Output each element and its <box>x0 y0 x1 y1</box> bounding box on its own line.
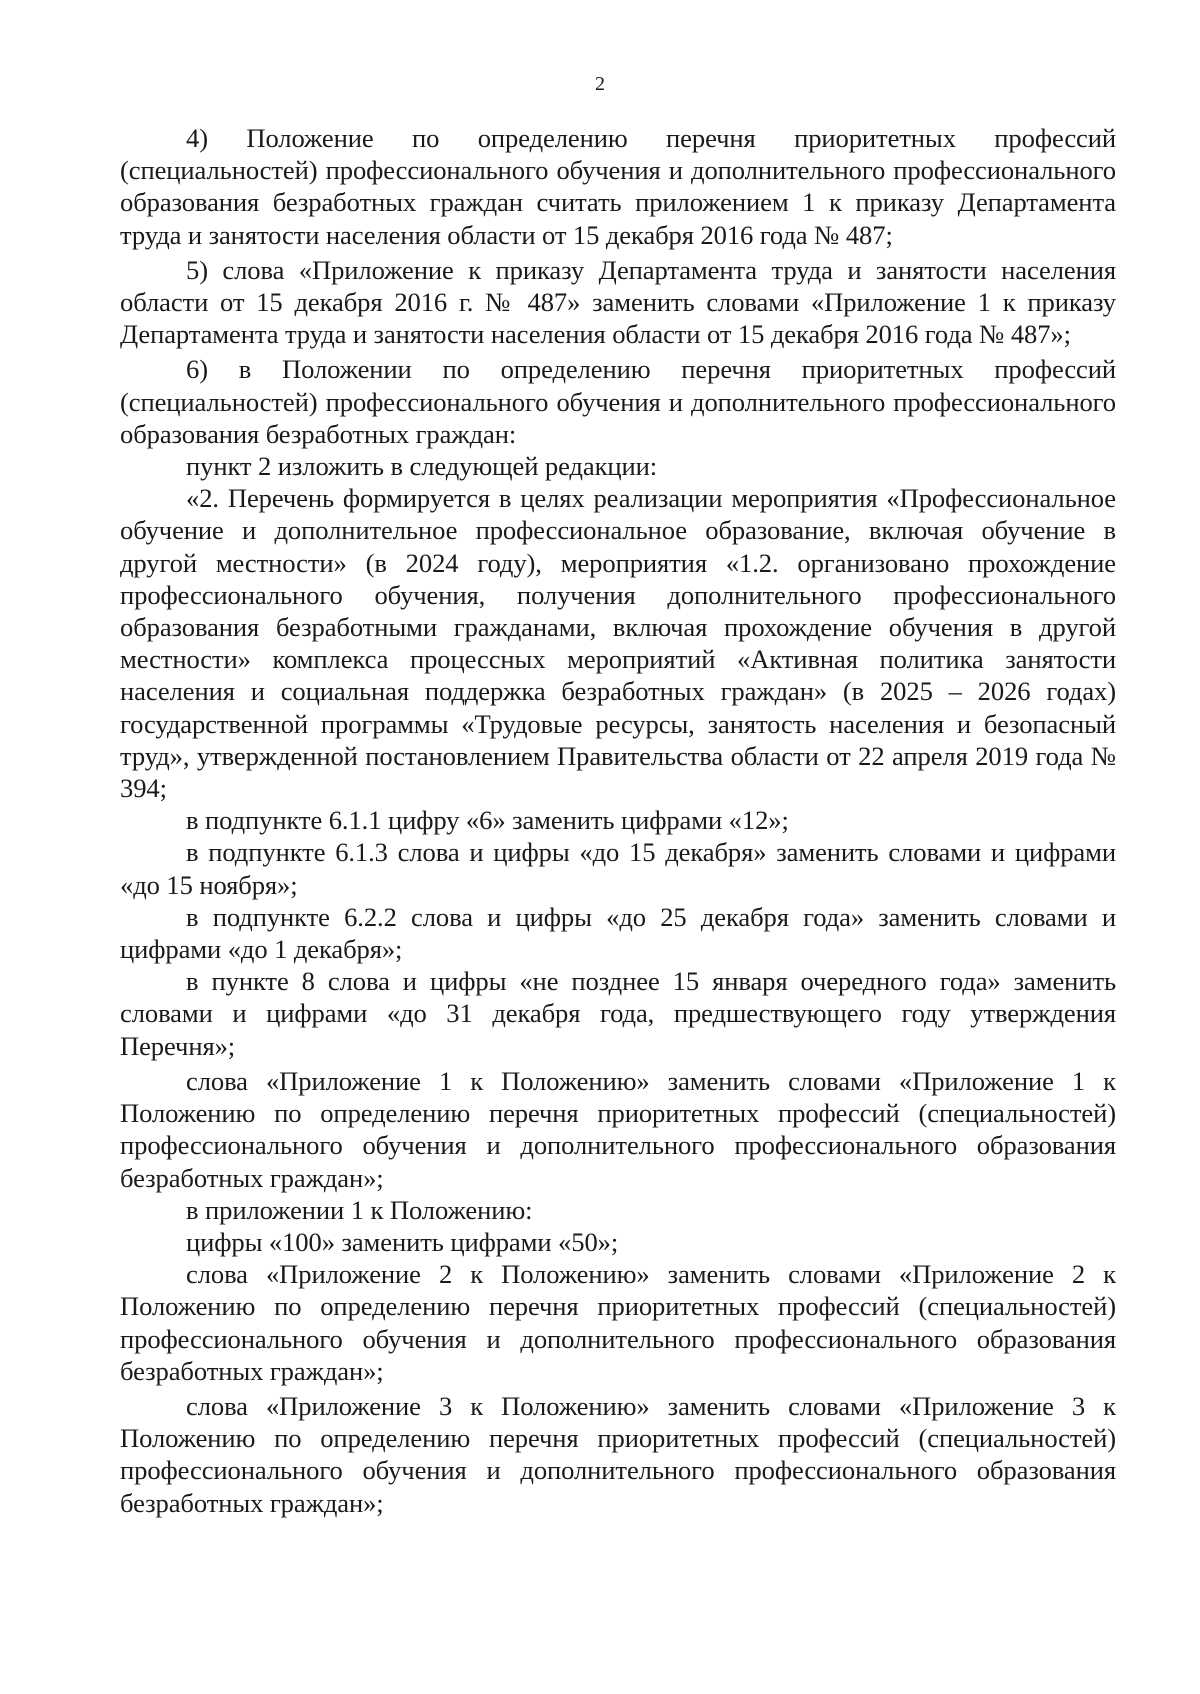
paragraph-appendix-1-title: слова «Приложение 1 к Положению» заменить словами «Приложение 1 к Положению по определению перечня приоритетных профессий (специальностей) профессионального обучения и дополнительного профессионального образования безработных граждан»; <box>120 1065 1116 1193</box>
paragraph-point-2-intro: пункт 2 изложить в следующей редакции: <box>186 451 658 482</box>
paragraph-item-6: 6) в Положении по определению перечня приоритетных профессий (специальностей) профессионального обучения и дополнительного профессионального образования безработных граждан: <box>120 354 1116 449</box>
paragraph-subpoint-6-1-1: в подпункте 6.1.1 цифру «6» заменить цифрами «12»; <box>186 805 789 836</box>
page-number: 2 <box>595 73 605 95</box>
paragraph-item-5: 5) слова «Приложение к приказу Департамента труда и занятости населения области от 15 декабря 2016 г. № 487» заменить словами «Приложение 1 к приказу Департамента труда и занятости населения области от 15 декабря 2016 года № 487»; <box>120 254 1116 350</box>
paragraph-point-2-text: «2. Перечень формируется в целях реализации мероприятия «Профессиональное обучение и дополнительное профессиональное образование, включая обучение в другой местности» (в 2024 году), мероприятия «1.2. организовано прохождение профессионального обучения, получения дополнительного профессионального образования безработными гражданами, включая прохождение обучения в другой местности» комплекса процессных мероприятий «Активная политика занятости населения и социальная поддержка безработных граждан» (в 2025 – 2026 годах) государственной программы «Трудовые ресурсы, занятость населения и безопасный труд», утвержденной постановлением Правительства области от 22 апреля 2019 года № 394; <box>120 483 1116 804</box>
paragraph-subpoint-6-2-2: в подпункте 6.2.2 слова и цифры «до 25 декабря года» заменить словами и цифрами «до 1 декабря»; <box>120 901 1116 965</box>
document-body <box>120 122 1116 1519</box>
paragraph-item-4: 4) Положение по определению перечня приоритетных профессий (специальностей) профессионального обучения и дополнительного профессионального образования безработных граждан считать приложением 1 к приказу Департамента труда и занятости населения области от 15 декабря 2016 года № 487; <box>120 123 1116 250</box>
paragraph-point-8: в пункте 8 слова и цифры «не позднее 15 января очередного года» заменить словами и цифрами «до 31 декабря года, предшествующего году утверждения Перечня»; <box>120 966 1116 1061</box>
paragraph-appendix-2-title: слова «Приложение 2 к Положению» заменить словами «Приложение 2 к Положению по определению перечня приоритетных профессий (специальностей) профессионального обучения и дополнительного профессионального образования безработных граждан»; <box>120 1259 1116 1386</box>
paragraph-appendix-1-digits: цифры «100» заменить цифрами «50»; <box>186 1226 619 1257</box>
paragraph-subpoint-6-1-3: в подпункте 6.1.3 слова и цифры «до 15 декабря» заменить словами и цифрами «до 15 ноября»; <box>120 837 1116 900</box>
paragraph-appendix-3-title: слова «Приложение 3 к Положению» заменить словами «Приложение 3 к Положению по определению перечня приоритетных профессий (специальностей) профессионального обучения и дополнительного профессионального образования безработных граждан»; <box>120 1390 1116 1518</box>
paragraph-appendix-1-intro: в приложении 1 к Положению: <box>186 1194 533 1225</box>
